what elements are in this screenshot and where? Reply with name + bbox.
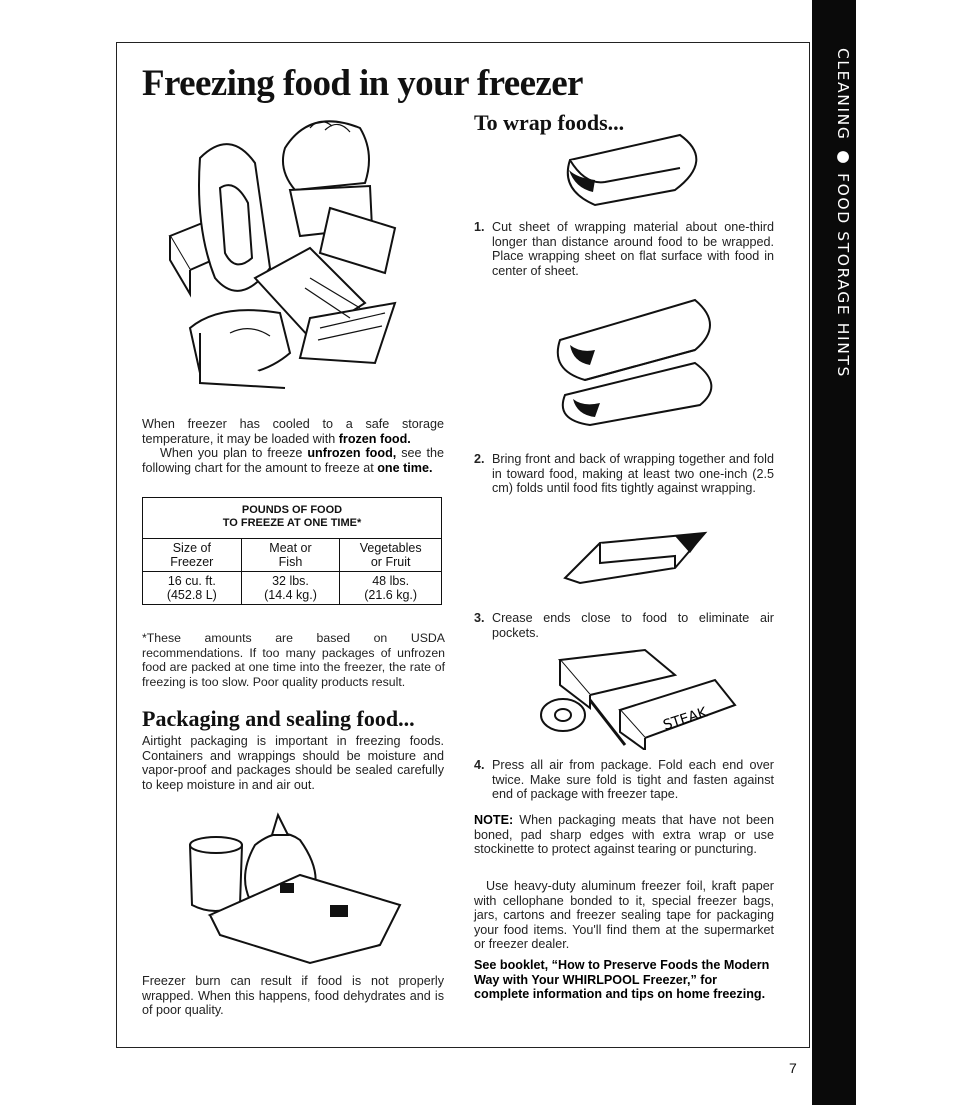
cell-size — [143, 572, 242, 605]
table-header — [143, 498, 442, 539]
cell-vegetables — [340, 572, 442, 605]
freeze-amount-table — [142, 497, 442, 605]
intro-unfrozen-food: unfrozen food, — [307, 446, 397, 461]
step-2 — [474, 452, 774, 496]
col3-head-2: or Fruit — [370, 555, 411, 569]
step-2-text: Bring front and back of wrapping together and fold in toward food, making at least two one-inch (2.5 cm) folds until food fits tightly against wrapping. — [492, 452, 774, 496]
cell-meat-b: (14.4 kg.) — [264, 588, 317, 602]
wrap-step3-illustration — [560, 528, 710, 588]
packaging-heading: Packaging and sealing food... — [142, 706, 415, 731]
note-paragraph — [474, 813, 774, 857]
table-footnote: *These amounts are based on USDA recommendations. If too many packages of unfrozen food are packed at one time into the freezer, the rate of freezing is too slow. Poor quality products result. — [142, 631, 445, 689]
side-tab-label: CLEANING ● FOOD STORAGE HINTS — [834, 48, 852, 378]
frozen-food-illustration — [160, 108, 410, 393]
col1-head-1: Size of — [172, 541, 211, 555]
col2-head-2: Fish — [278, 555, 303, 569]
wrap-step4-illustration — [535, 640, 745, 750]
note-label: NOTE: — [474, 813, 514, 827]
step-3 — [474, 611, 774, 640]
step-4-text: Press all air from package. Fold each end over twice. Make sure fold is tight and fasten against end of package with freezer tape. — [492, 758, 774, 802]
cell-size-b: (452.8 L) — [166, 588, 217, 602]
step-3-number: 3. — [474, 611, 485, 625]
cell-meat-a: 32 lbs. — [272, 574, 309, 588]
step-4-number: 4. — [474, 758, 485, 772]
intro-text-a: When freezer has cooled to a safe storage temperature, it may be loaded with — [142, 417, 444, 446]
step-1 — [474, 220, 774, 278]
packaging-illustration — [180, 805, 405, 965]
page-title: Freezing food in your freezer — [142, 63, 583, 104]
cell-veg-a: 48 lbs. — [372, 574, 410, 588]
wrap-step2-illustration — [545, 295, 725, 430]
intro-text-e: see the following chart for the amount to freeze at — [142, 446, 445, 475]
table-header-line1: POUNDS OF FOOD — [241, 504, 343, 516]
col-head-vegetables — [340, 539, 442, 572]
note-text: When packaging meats that have not been boned, pad sharp edges with extra wrap or use stockinette to protect against tearing or puncturing. — [474, 813, 774, 857]
step-2-number: 2. — [474, 452, 485, 466]
page-number: 7 — [789, 1060, 797, 1076]
col2-head-1: Meat or — [269, 541, 312, 555]
step-3-text: Crease ends close to food to eliminate air pockets. — [492, 611, 774, 640]
step-1-text: Cut sheet of wrapping material about one-third longer than distance around food to be wrapped. Place wrapping sheet on flat surface with food in center of sheet. — [492, 220, 774, 278]
cell-veg-b: (21.6 kg.) — [364, 588, 418, 602]
table-header-line2: TO FREEZE AT ONE TIME* — [222, 517, 362, 529]
col1-head-2: Freezer — [170, 555, 214, 569]
col-head-size — [143, 539, 242, 572]
col3-head-1: Vegetables — [359, 541, 422, 555]
intro-text-c: When you plan to freeze — [160, 446, 308, 461]
col-head-meat — [241, 539, 340, 572]
intro-one-time: one time. — [377, 460, 433, 475]
booklet-paragraph: See booklet, “How to Preserve Foods the Modern Way with Your WHIRLPOOL Freezer,” for complete information and tips on home freezing. — [474, 958, 770, 1002]
packaging-paragraph: Airtight packaging is important in freezing foods. Containers and wrappings should be moisture and vapor-proof and packages should be sealed carefully to keep moisture in and air out. — [142, 734, 444, 792]
intro-paragraph — [142, 417, 444, 475]
intro-frozen-food: frozen food. — [338, 431, 411, 446]
wrap-step1-illustration — [555, 130, 720, 210]
wrap-heading: To wrap foods... — [474, 110, 625, 135]
freezer-burn-paragraph: Freezer burn can result if food is not properly wrapped. When this happens, food dehydrates and is of poor quality. — [142, 974, 444, 1018]
cell-meat — [241, 572, 340, 605]
step-1-number: 1. — [474, 220, 485, 234]
tape-label: STEAK — [661, 704, 710, 734]
cell-size-a: 16 cu. ft. — [167, 574, 216, 588]
step-4 — [474, 758, 774, 802]
materials-paragraph: Use heavy-duty aluminum freezer foil, kraft paper with cellophane bonded to it, special freezer bags, jars, cartons and freezer sealing tape for packaging your food items. You'll find them at the supermarket or freezer dealer. — [474, 879, 774, 952]
